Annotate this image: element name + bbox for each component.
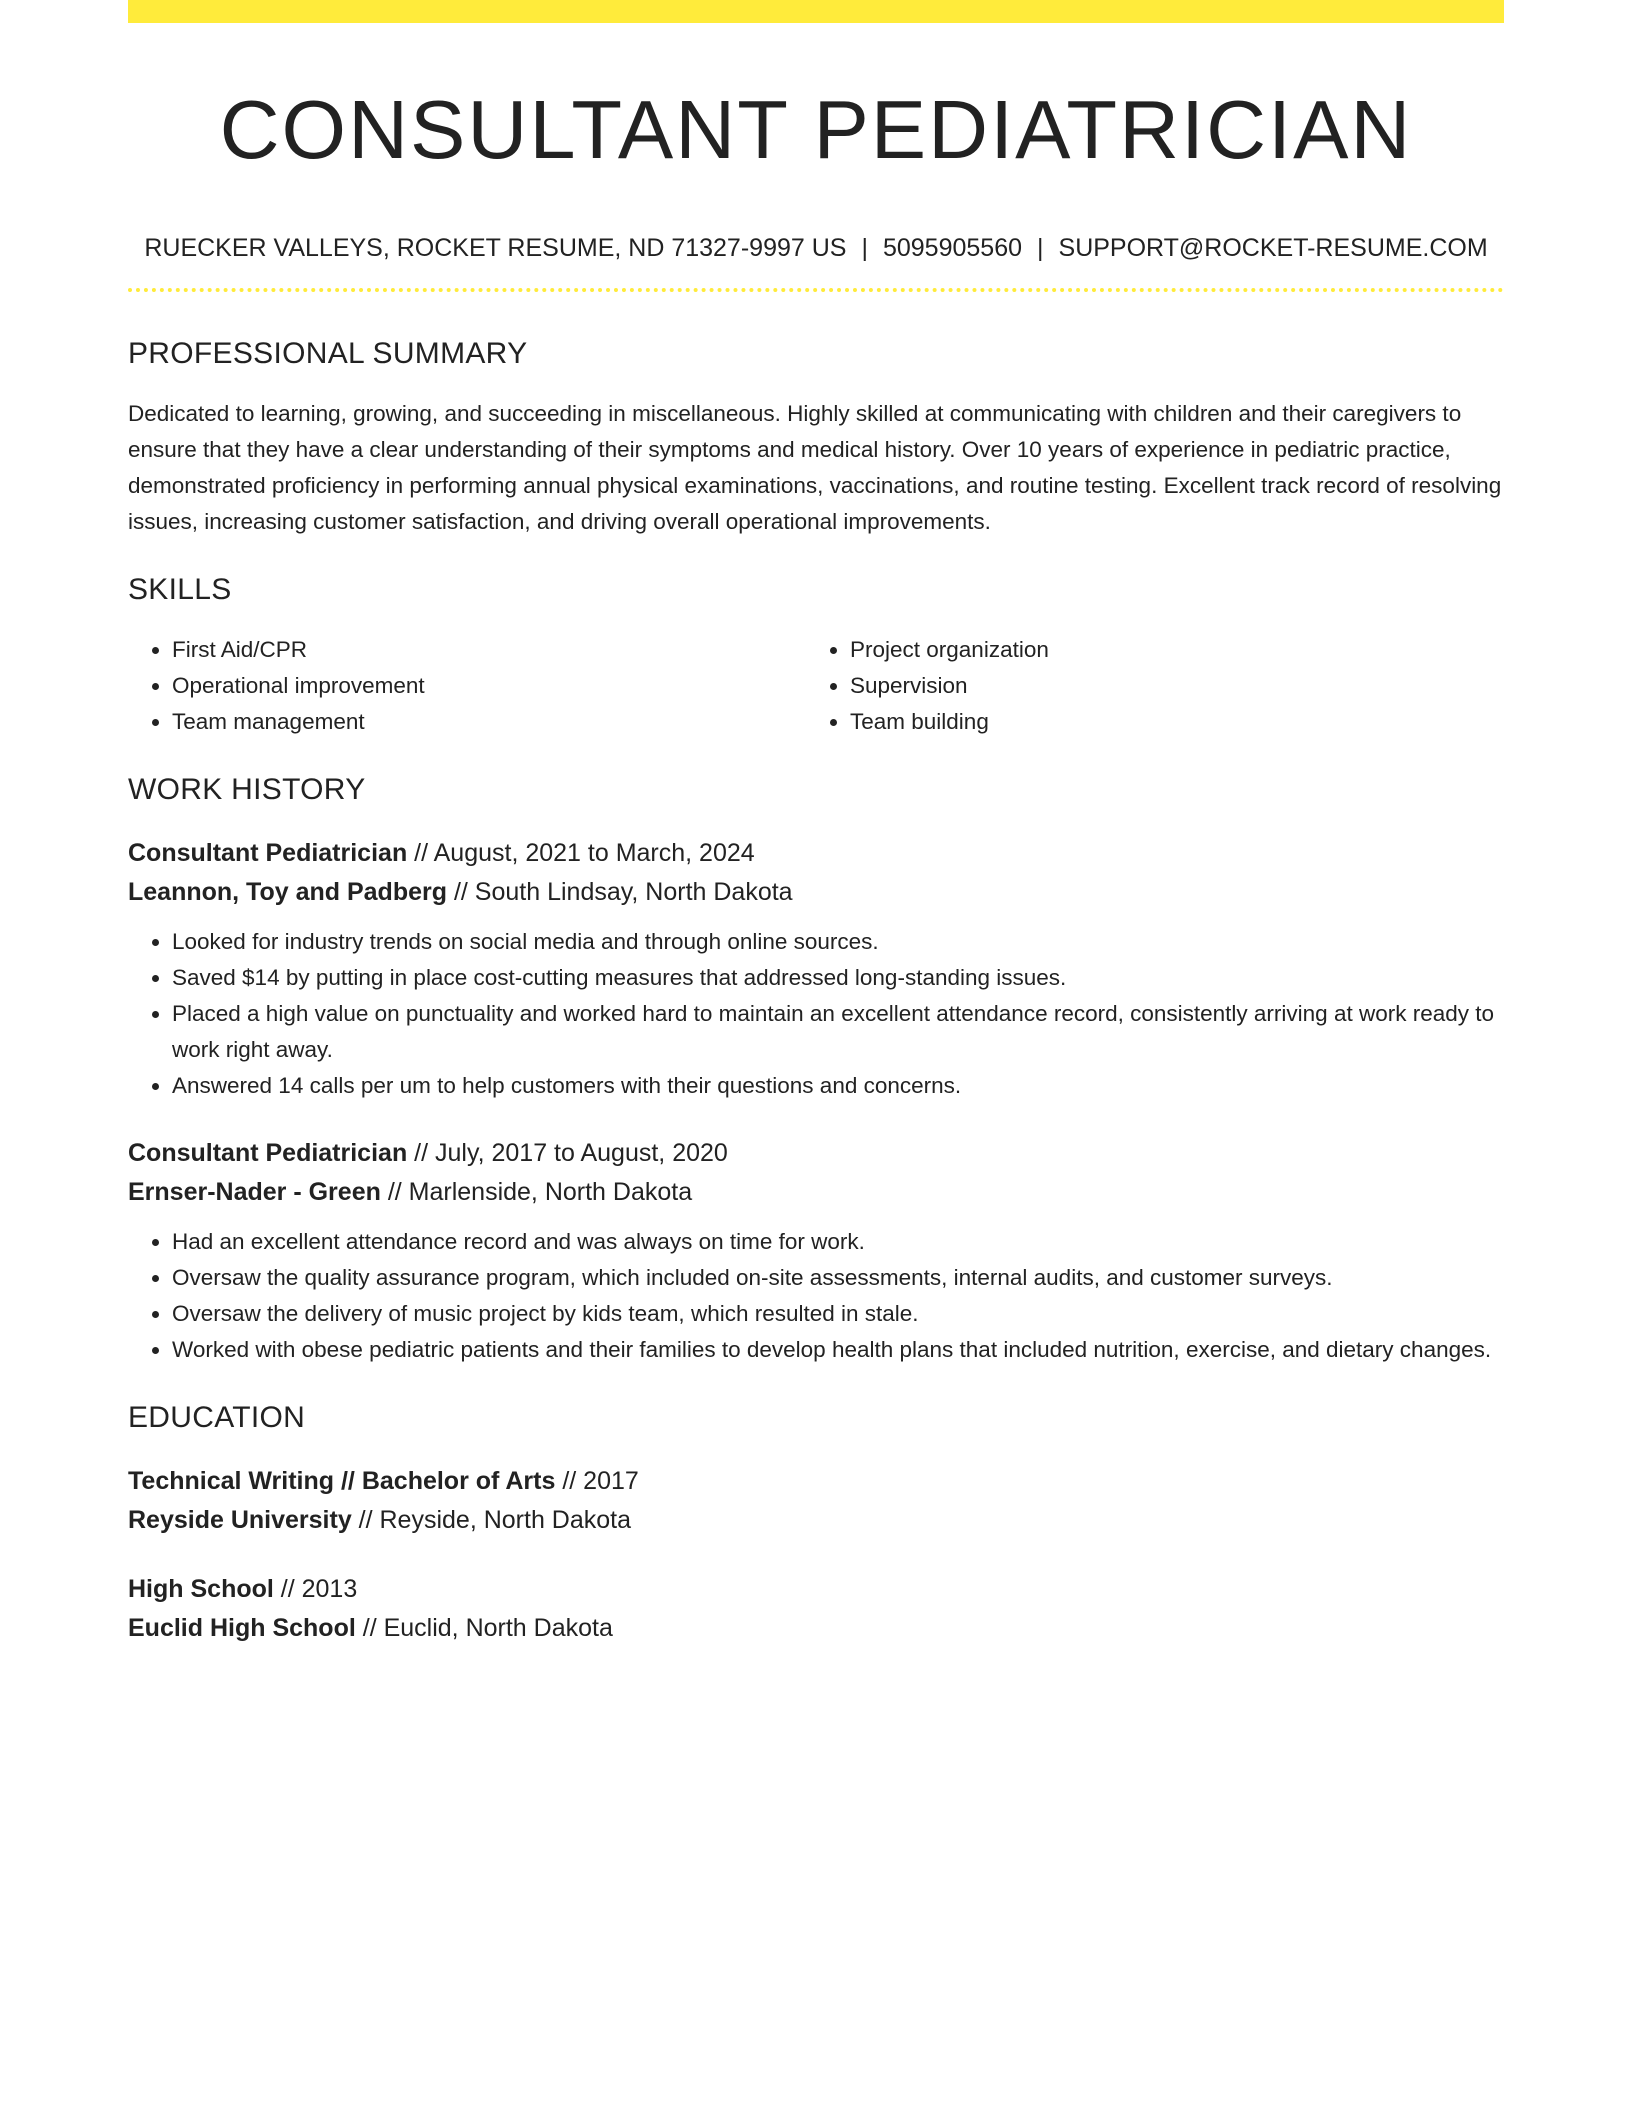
education-school-line bbox=[128, 1501, 1504, 1540]
education-year: // 2017 bbox=[555, 1467, 639, 1495]
education-location: // Euclid, North Dakota bbox=[355, 1614, 613, 1642]
job-bullets bbox=[128, 924, 1504, 1104]
skills-column-right bbox=[806, 632, 1484, 740]
job-bullet: • Worked with obese pediatric patients and their families to develop health plans that included nutrition, exercise, and dietary changes. bbox=[172, 1332, 1504, 1368]
contact-separator: | bbox=[861, 234, 868, 262]
contact-separator: | bbox=[1037, 234, 1044, 262]
resume-content bbox=[128, 0, 1504, 1648]
education-school: Reyside University bbox=[128, 1506, 352, 1534]
education-degree-line bbox=[128, 1462, 1504, 1501]
skill-item: • Supervision bbox=[850, 668, 1484, 704]
education-degree: High School bbox=[128, 1575, 274, 1603]
education-degree: Technical Writing // Bachelor of Arts bbox=[128, 1467, 556, 1495]
contact-line bbox=[128, 232, 1504, 264]
skills-column-left bbox=[128, 632, 806, 740]
job-dates: // August, 2021 to March, 2024 bbox=[407, 839, 755, 867]
job-location: // Marlenside, North Dakota bbox=[380, 1178, 693, 1206]
job-company: Ernser-Nader - Green bbox=[128, 1178, 381, 1206]
skill-item: • Project organization bbox=[850, 632, 1484, 668]
skill-item: • Operational improvement bbox=[172, 668, 806, 704]
skill-item: • Team building bbox=[850, 704, 1484, 740]
contact-address: RUECKER VALLEYS, ROCKET RESUME, ND 71327-9997 US bbox=[144, 234, 847, 262]
job-bullet: • Oversaw the quality assurance program, which included on-site assessments, internal audits, and customer surveys. bbox=[172, 1260, 1504, 1296]
job-dates: // July, 2017 to August, 2020 bbox=[407, 1139, 728, 1167]
resume-name: CONSULTANT PEDIATRICIAN bbox=[219, 83, 1413, 176]
skill-item: • First Aid/CPR bbox=[172, 632, 806, 668]
education-entry bbox=[128, 1570, 1504, 1648]
job-bullet: • Placed a high value on punctuality and worked hard to maintain an excellent attendance record, consistently arriving at work ready to work right away. bbox=[172, 996, 1504, 1068]
job-bullet: • Answered 14 calls per um to help customers with their questions and concerns. bbox=[172, 1068, 1504, 1104]
job-bullet: • Had an excellent attendance record and was always on time for work. bbox=[172, 1224, 1504, 1260]
skills-list bbox=[128, 632, 1504, 740]
contact-email: SUPPORT@ROCKET-RESUME.COM bbox=[1058, 234, 1488, 262]
job-bullet: • Looked for industry trends on social media and through online sources. bbox=[172, 924, 1504, 960]
work-history-heading: WORK HISTORY bbox=[128, 773, 366, 806]
education-year: // 2013 bbox=[273, 1575, 358, 1603]
job-title-line bbox=[128, 834, 1504, 873]
job-entry bbox=[128, 1134, 1504, 1368]
job-role: Consultant Pediatrician bbox=[128, 1139, 408, 1167]
job-bullets bbox=[128, 1224, 1504, 1368]
skill-item: • Team management bbox=[172, 704, 806, 740]
education-school-line bbox=[128, 1609, 1504, 1648]
job-bullet: • Saved $14 by putting in place cost-cutting measures that addressed long-standing issues. bbox=[172, 960, 1504, 996]
job-title-line bbox=[128, 1134, 1504, 1173]
education-heading: EDUCATION bbox=[128, 1401, 306, 1434]
skills-heading: SKILLS bbox=[128, 573, 232, 606]
education-degree-line bbox=[128, 1570, 1504, 1609]
education-location: // Reyside, North Dakota bbox=[351, 1506, 632, 1534]
education-entry bbox=[128, 1462, 1504, 1540]
job-bullet: • Oversaw the delivery of music project by kids team, which resulted in stale. bbox=[172, 1296, 1504, 1332]
summary-heading: PROFESSIONAL SUMMARY bbox=[128, 337, 528, 370]
dotted-divider bbox=[128, 288, 1504, 292]
job-company-line bbox=[128, 1173, 1504, 1212]
contact-phone: 5095905560 bbox=[882, 234, 1023, 262]
job-entry bbox=[128, 834, 1504, 1104]
education-school: Euclid High School bbox=[128, 1614, 356, 1642]
job-role: Consultant Pediatrician bbox=[128, 839, 408, 867]
job-company-line bbox=[128, 873, 1504, 912]
job-company: Leannon, Toy and Padberg bbox=[128, 878, 448, 906]
summary-text: Dedicated to learning, growing, and succeeding in miscellaneous. Highly skilled at communicating with children and their caregivers to ensure that they have a clear understanding of their symptoms and medical history. Over 10 years of experience in pediatric practice, demonstrated proficiency in performing annual physical examinations, vaccinations, and routine testing. Excellent track record of resolving issues, increasing customer satisfaction, and driving overall operational improvements. bbox=[128, 401, 1502, 534]
job-location: // South Lindsay, North Dakota bbox=[447, 878, 793, 906]
